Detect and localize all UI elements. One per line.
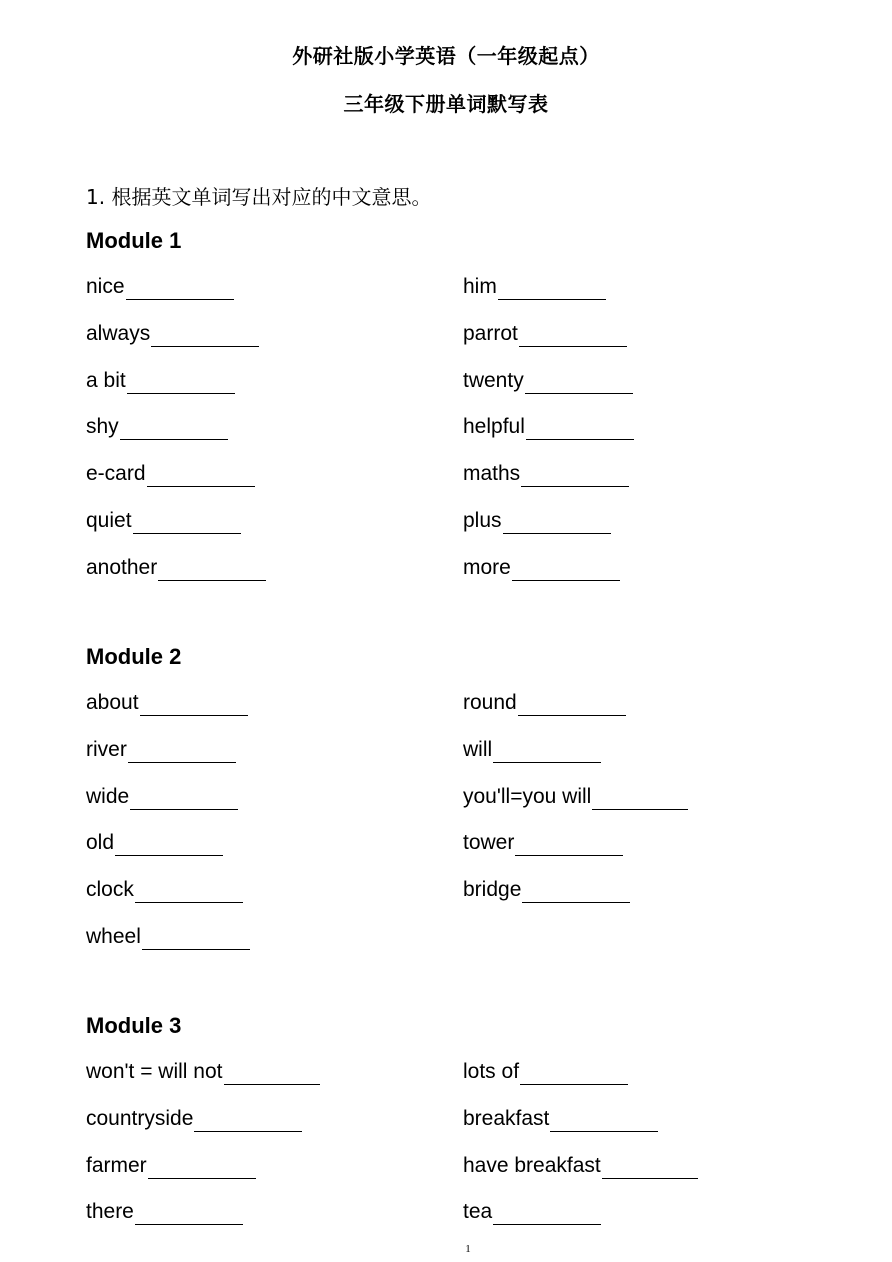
document-subtitle: 三年级下册单词默写表	[343, 92, 549, 116]
vocab-item	[463, 877, 630, 903]
vocab-item	[86, 508, 241, 534]
vocab-word: bridge	[463, 878, 522, 901]
vocab-item	[463, 1106, 658, 1132]
vocab-word: breakfast	[463, 1107, 550, 1130]
vocab-item	[463, 737, 601, 763]
vocab-word: helpful	[463, 415, 525, 438]
vocab-item	[463, 1059, 628, 1085]
vocab-item	[86, 877, 243, 903]
vocab-word: tea	[463, 1200, 493, 1223]
answer-blank[interactable]	[135, 882, 243, 903]
document-title: 外研社版小学英语（一年级起点）	[292, 44, 600, 68]
vocab-word: a bit	[86, 369, 126, 392]
vocab-word: plus	[463, 509, 502, 532]
answer-blank[interactable]	[518, 695, 626, 716]
answer-blank[interactable]	[550, 1111, 658, 1132]
vocab-item	[86, 461, 255, 487]
vocab-item	[86, 1199, 243, 1225]
vocab-item	[86, 924, 250, 950]
vocab-word: another	[86, 556, 158, 579]
vocab-word: tower	[463, 831, 515, 854]
vocab-item	[463, 830, 623, 856]
vocab-word: you'll=you will	[463, 785, 592, 808]
answer-blank[interactable]	[602, 1158, 698, 1179]
module-heading: Module 2	[86, 644, 182, 669]
vocab-item	[463, 368, 633, 394]
vocab-item	[86, 368, 235, 394]
vocab-word: always	[86, 322, 151, 345]
vocab-item	[463, 784, 688, 810]
vocab-item	[463, 555, 620, 581]
vocab-item	[463, 461, 629, 487]
page-number: 1	[465, 1243, 471, 1255]
vocab-word: wheel	[86, 925, 141, 948]
answer-blank[interactable]	[147, 466, 255, 487]
module-heading: Module 1	[86, 228, 182, 253]
answer-blank[interactable]	[512, 560, 620, 581]
vocab-word: have breakfast	[463, 1154, 601, 1177]
vocab-word: river	[86, 738, 127, 761]
vocab-word: maths	[463, 462, 521, 485]
answer-blank[interactable]	[515, 835, 623, 856]
vocab-word: farmer	[86, 1154, 147, 1177]
vocab-item	[86, 414, 228, 440]
vocab-item	[86, 1106, 302, 1132]
answer-blank[interactable]	[526, 419, 634, 440]
vocab-word: about	[86, 691, 139, 714]
answer-blank[interactable]	[158, 560, 266, 581]
answer-blank[interactable]	[148, 1158, 256, 1179]
vocab-word: countryside	[86, 1107, 194, 1130]
answer-blank[interactable]	[128, 742, 236, 763]
answer-blank[interactable]	[521, 466, 629, 487]
answer-blank[interactable]	[126, 279, 234, 300]
answer-blank[interactable]	[503, 513, 611, 534]
vocab-item	[86, 1153, 256, 1179]
vocab-item	[86, 690, 248, 716]
answer-blank[interactable]	[133, 513, 241, 534]
vocab-word: nice	[86, 275, 125, 298]
module-heading: Module 3	[86, 1013, 182, 1038]
vocab-word: there	[86, 1200, 134, 1223]
vocab-item	[463, 1153, 698, 1179]
vocab-item	[86, 784, 238, 810]
answer-blank[interactable]	[135, 1204, 243, 1225]
answer-blank[interactable]	[525, 373, 633, 394]
vocab-word: more	[463, 556, 511, 579]
vocab-word: him	[463, 275, 497, 298]
answer-blank[interactable]	[194, 1111, 302, 1132]
vocab-item	[463, 690, 626, 716]
vocab-item	[86, 1059, 320, 1085]
vocab-word: twenty	[463, 369, 524, 392]
answer-blank[interactable]	[140, 695, 248, 716]
answer-blank[interactable]	[592, 789, 688, 810]
answer-blank[interactable]	[498, 279, 606, 300]
answer-blank[interactable]	[115, 835, 223, 856]
answer-blank[interactable]	[120, 419, 228, 440]
vocab-item	[86, 555, 266, 581]
vocab-item	[463, 1199, 601, 1225]
answer-blank[interactable]	[519, 326, 627, 347]
exercise-instruction: 1. 根据英文单词写出对应的中文意思。	[86, 185, 432, 209]
answer-blank[interactable]	[520, 1064, 628, 1085]
vocab-item	[86, 321, 259, 347]
vocab-item	[463, 321, 627, 347]
answer-blank[interactable]	[130, 789, 238, 810]
vocab-word: quiet	[86, 509, 132, 532]
answer-blank[interactable]	[151, 326, 259, 347]
vocab-word: lots of	[463, 1060, 520, 1083]
vocab-word: e-card	[86, 462, 146, 485]
vocab-word: old	[86, 831, 115, 854]
vocab-item	[86, 274, 234, 300]
vocab-word: will	[463, 738, 493, 761]
vocab-word: round	[463, 691, 517, 714]
vocab-word: shy	[86, 415, 119, 438]
answer-blank[interactable]	[522, 882, 630, 903]
vocab-word: clock	[86, 878, 134, 901]
answer-blank[interactable]	[493, 1204, 601, 1225]
vocab-item	[86, 830, 223, 856]
answer-blank[interactable]	[224, 1064, 320, 1085]
vocab-item	[463, 508, 611, 534]
vocab-item	[86, 737, 236, 763]
vocab-word: won't = will not	[86, 1060, 223, 1083]
vocab-item	[463, 414, 634, 440]
answer-blank[interactable]	[127, 373, 235, 394]
answer-blank[interactable]	[142, 929, 250, 950]
answer-blank[interactable]	[493, 742, 601, 763]
vocab-word: wide	[86, 785, 130, 808]
vocab-item	[463, 274, 606, 300]
vocab-word: parrot	[463, 322, 518, 345]
